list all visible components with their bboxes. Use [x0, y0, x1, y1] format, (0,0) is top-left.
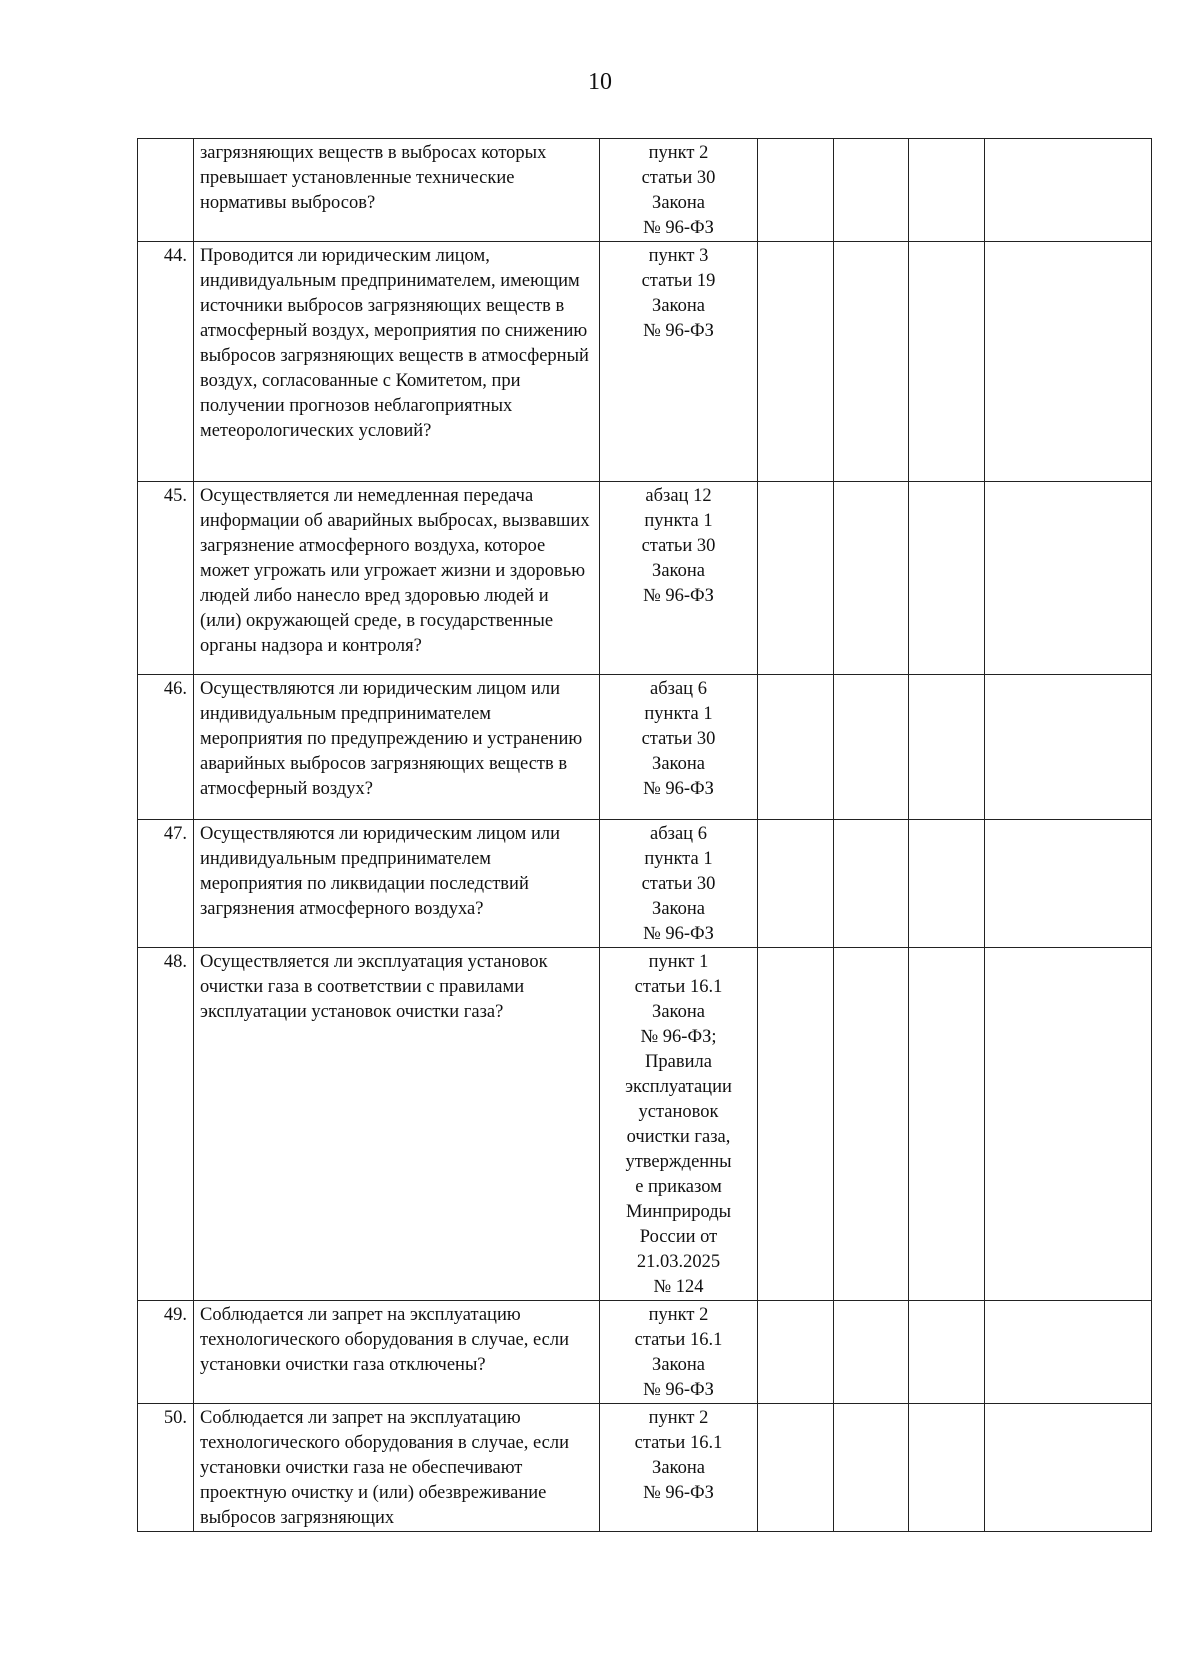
answer-no-cell: [834, 139, 909, 242]
answer-no-cell: [834, 820, 909, 948]
answer-na-cell: [909, 948, 985, 1301]
answer-no-cell: [834, 1301, 909, 1404]
question-text: загрязняющих веществ в выбросах которых превышает установленные технические нормативы выбросов?: [194, 139, 600, 242]
reference-line: статьи 16.1: [634, 1433, 723, 1453]
note-cell: [985, 242, 1152, 482]
reference-line: пункт 3: [648, 246, 709, 266]
legal-reference: [600, 139, 758, 242]
reference-line: статьи 16.1: [634, 977, 723, 997]
reference-line: статьи 30: [641, 536, 716, 556]
table-row: [138, 820, 1152, 948]
legal-reference: [600, 1301, 758, 1404]
row-number: 46.: [138, 675, 194, 820]
reference-line: очистки газа,: [626, 1127, 731, 1147]
reference-line: статьи 19: [641, 271, 716, 291]
answer-na-cell: [909, 1404, 985, 1532]
reference-line: № 96-ФЗ: [643, 924, 714, 944]
question-text: Проводится ли юридическим лицом, индивидуальным предпринимателем, имеющим источники выбросов загрязняющих веществ в атмосферный воздух, мероприятия по снижению выбросов загрязняющих веществ в атмосферный воздух, согласованные с Комитетом, при получении прогнозов неблагоприятных метеорологических условий?: [194, 242, 600, 482]
reference-line: пункт 2: [648, 1305, 709, 1325]
reference-line: России от: [639, 1227, 718, 1247]
reference-line: статьи 30: [641, 729, 716, 749]
row-number: 49.: [138, 1301, 194, 1404]
legal-reference: [600, 675, 758, 820]
reference-line: пункта 1: [644, 849, 713, 869]
page-number: 10: [588, 69, 612, 95]
answer-yes-cell: [758, 675, 834, 820]
table-row: [138, 675, 1152, 820]
question-text: Соблюдается ли запрет на эксплуатацию технологического оборудования в случае, если установки очистки газа отключены?: [194, 1301, 600, 1404]
reference-line: Закона: [652, 754, 705, 774]
answer-yes-cell: [758, 242, 834, 482]
answer-yes-cell: [758, 948, 834, 1301]
reference-line: Правила: [645, 1052, 712, 1072]
reference-line: е приказом: [635, 1177, 722, 1197]
note-cell: [985, 675, 1152, 820]
row-number: 45.: [138, 482, 194, 675]
legal-reference: [600, 242, 758, 482]
reference-line: № 96-ФЗ: [643, 1380, 714, 1400]
reference-line: № 124: [653, 1277, 704, 1297]
reference-line: № 96-ФЗ: [643, 321, 714, 341]
question-text: Осуществляется ли эксплуатация установок очистки газа в соответствии с правилами эксплуатации установок очистки газа?: [194, 948, 600, 1301]
answer-no-cell: [834, 242, 909, 482]
legal-reference: [600, 482, 758, 675]
question-text: Осуществляются ли юридическим лицом или индивидуальным предпринимателем мероприятия по ликвидации последствий загрязнения атмосферного воздуха?: [194, 820, 600, 948]
reference-line: пункта 1: [644, 511, 713, 531]
answer-no-cell: [834, 482, 909, 675]
answer-yes-cell: [758, 482, 834, 675]
reference-line: пункта 1: [644, 704, 713, 724]
note-cell: [985, 948, 1152, 1301]
reference-line: абзац 6: [650, 824, 707, 844]
row-number: [138, 139, 194, 242]
table-row: [138, 948, 1152, 1301]
reference-line: утвержденны: [625, 1152, 732, 1172]
table-row: [138, 242, 1152, 482]
table-row: [138, 1404, 1152, 1532]
answer-yes-cell: [758, 139, 834, 242]
legal-reference: [600, 1404, 758, 1532]
answer-yes-cell: [758, 1301, 834, 1404]
reference-line: пункт 2: [648, 143, 709, 163]
answer-no-cell: [834, 1404, 909, 1532]
checklist-body: [138, 139, 1152, 1532]
answer-no-cell: [834, 948, 909, 1301]
reference-line: Закона: [652, 561, 705, 581]
reference-line: пункт 2: [648, 1408, 709, 1428]
reference-line: № 96-ФЗ: [643, 1483, 714, 1503]
answer-na-cell: [909, 139, 985, 242]
reference-line: абзац 6: [650, 679, 707, 699]
reference-line: № 96-ФЗ: [643, 586, 714, 606]
table-row: [138, 1301, 1152, 1404]
reference-line: Закона: [652, 1355, 705, 1375]
reference-line: Закона: [652, 296, 705, 316]
reference-line: статьи 30: [641, 168, 716, 188]
reference-line: Закона: [652, 1002, 705, 1022]
reference-line: Закона: [652, 899, 705, 919]
reference-line: эксплуатации: [625, 1077, 732, 1097]
checklist-table: [137, 138, 1152, 1532]
table-row: [138, 482, 1152, 675]
answer-na-cell: [909, 820, 985, 948]
question-text: Осуществляется ли немедленная передача информации об аварийных выбросах, вызвавших загрязнение атмосферного воздуха, которое может угрожать или угрожает жизни и здоровью людей либо нанесло вред здоровью людей и (или) окружающей среде, в государственные органы надзора и контроля?: [194, 482, 600, 675]
row-number: 47.: [138, 820, 194, 948]
note-cell: [985, 1301, 1152, 1404]
reference-line: абзац 12: [645, 486, 712, 506]
answer-na-cell: [909, 1301, 985, 1404]
answer-yes-cell: [758, 820, 834, 948]
reference-line: 21.03.2025: [636, 1252, 721, 1272]
answer-no-cell: [834, 675, 909, 820]
reference-line: № 96-ФЗ: [643, 218, 714, 238]
note-cell: [985, 482, 1152, 675]
reference-line: № 96-ФЗ: [643, 779, 714, 799]
table-row: [138, 139, 1152, 242]
answer-na-cell: [909, 242, 985, 482]
reference-line: пункт 1: [648, 952, 709, 972]
reference-line: статьи 16.1: [634, 1330, 723, 1350]
legal-reference: [600, 948, 758, 1301]
row-number: 50.: [138, 1404, 194, 1532]
answer-na-cell: [909, 482, 985, 675]
reference-line: № 96-ФЗ;: [640, 1027, 717, 1047]
reference-line: Закона: [652, 1458, 705, 1478]
answer-na-cell: [909, 675, 985, 820]
row-number: 44.: [138, 242, 194, 482]
reference-line: Минприроды: [625, 1202, 732, 1222]
note-cell: [985, 1404, 1152, 1532]
reference-line: установок: [638, 1102, 719, 1122]
question-text: Осуществляются ли юридическим лицом или индивидуальным предпринимателем мероприятия по предупреждению и устранению аварийных выбросов загрязняющих веществ в атмосферный воздух?: [194, 675, 600, 820]
reference-line: Закона: [652, 193, 705, 213]
note-cell: [985, 139, 1152, 242]
row-number: 48.: [138, 948, 194, 1301]
legal-reference: [600, 820, 758, 948]
note-cell: [985, 820, 1152, 948]
reference-line: статьи 30: [641, 874, 716, 894]
question-text: Соблюдается ли запрет на эксплуатацию технологического оборудования в случае, если установки очистки газа не обеспечивают проектную очистку и (или) обезвреживание выбросов загрязняющих: [194, 1404, 600, 1532]
answer-yes-cell: [758, 1404, 834, 1532]
